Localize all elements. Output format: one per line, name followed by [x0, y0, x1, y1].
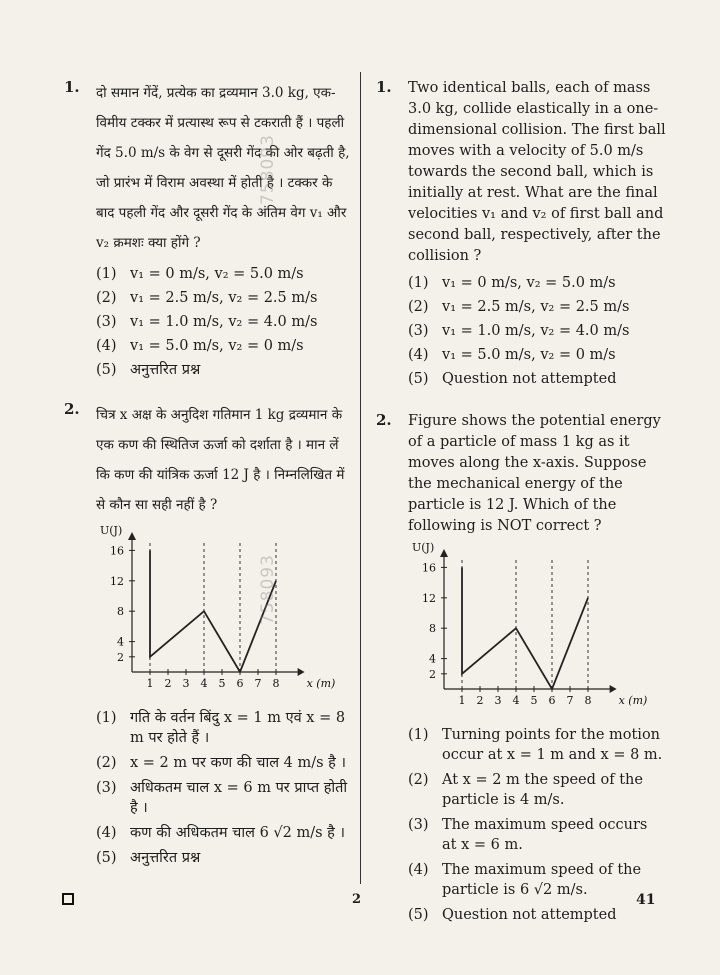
page-number-center: 2	[352, 892, 362, 907]
potential-energy-graph-english	[408, 539, 648, 721]
x-tick-label: 6	[236, 677, 244, 690]
y-tick-label: 16	[110, 544, 124, 558]
y-tick-label: 2	[117, 650, 124, 664]
question-2-hindi	[64, 400, 354, 868]
y-tick-label: 2	[429, 667, 436, 681]
serial-watermark: 758093	[258, 554, 278, 625]
corner-square-mark	[62, 893, 74, 905]
option-3: (3) अधिकतम चाल x = 6 m पर प्राप्त होती है ।	[96, 780, 348, 816]
question-number: 1.	[64, 78, 80, 96]
option-5: (5) Question not attempted	[408, 371, 617, 387]
y-axis-arrow	[440, 549, 448, 557]
y-axis-arrow	[128, 532, 136, 540]
y-axis-label: U(J)	[100, 524, 123, 537]
potential-energy-graph-hindi	[96, 522, 336, 704]
x-tick-label: 5	[218, 677, 226, 690]
x-tick-label: 1	[458, 694, 466, 707]
option-2: (2) v₁ = 2.5 m/s, v₂ = 2.5 m/s	[408, 299, 630, 315]
question-text: चित्र x अक्ष के अनुदिश गतिमान 1 kg द्रव्यमान के एक कण की स्थितिज ऊर्जा को दर्शाता है । मान लें कि कण की यांत्रिक ऊर्जा 12 J है । निम्नलिखित में से कौन सा सही नहीं है ?	[96, 407, 345, 513]
serial-watermark: 758093	[258, 134, 278, 205]
question-text: दो समान गेंदें, प्रत्येक का द्रव्यमान 3.0 kg, एक-विमीय टक्कर में प्रत्यास्थ रूप से टकराती हैं । पहली गेंद 5.0 m/s के वेग से दूसरी गेंद की ओर बढ़ती है, जो प्रारंभ में विराम अवस्था में होती है । टक्कर के बाद पहली गेंद और दूसरी गेंद के अंतिम वेग v₁ और v₂ क्रमशः क्या होंगे ?	[96, 85, 350, 251]
option-1: (1) v₁ = 0 m/s, v₂ = 5.0 m/s	[96, 266, 304, 282]
x-tick-label: 2	[476, 694, 484, 707]
x-tick-label: 3	[494, 694, 502, 707]
question-text: Two identical balls, each of mass 3.0 kg, collide elastically in a one-dimensional collision. The first ball moves with a velocity of 5.0 m/s towards the second ball, which is initially at rest. What are the final velocities v₁ and v₂ of first ball and second ball, respectively, after the collision ?	[408, 80, 666, 264]
hindi-column	[64, 78, 354, 873]
question-2-english	[376, 411, 666, 925]
option-3: (3) v₁ = 1.0 m/s, v₂ = 4.0 m/s	[96, 314, 318, 330]
question-1-english	[376, 78, 666, 391]
x-tick-label: 6	[548, 694, 556, 707]
options-list	[96, 708, 354, 868]
x-tick-label: 5	[530, 694, 538, 707]
y-tick-label: 8	[429, 622, 436, 636]
option-5: (5) Question not attempted	[408, 907, 617, 923]
x-tick-label: 7	[566, 694, 574, 707]
x-tick-label: 7	[254, 677, 262, 690]
x-tick-label: 4	[512, 694, 520, 707]
english-column	[376, 78, 666, 930]
x-tick-label: 3	[182, 677, 190, 690]
potential-energy-curve	[462, 567, 588, 689]
x-tick-label: 8	[272, 677, 280, 690]
x-tick-label: 4	[200, 677, 208, 690]
option-2: (2) v₁ = 2.5 m/s, v₂ = 2.5 m/s	[96, 290, 318, 306]
option-1: (1) v₁ = 0 m/s, v₂ = 5.0 m/s	[408, 275, 616, 291]
question-1-hindi	[64, 78, 354, 382]
question-number: 2.	[376, 411, 392, 429]
option-4: (4) कण की अधिकतम चाल 6 √2 m/s है ।	[96, 825, 345, 841]
y-tick-label: 4	[429, 652, 436, 666]
option-4: (4) The maximum speed of the particle is 6 √2 m/s.	[408, 862, 642, 898]
options-list	[408, 271, 666, 391]
y-tick-label: 12	[110, 574, 124, 588]
x-axis-label: x (m)	[306, 677, 336, 690]
option-4: (4) v₁ = 5.0 m/s, v₂ = 0 m/s	[408, 347, 616, 363]
option-5: (5) अनुत्तरित प्रश्न	[96, 362, 201, 378]
y-axis-label: U(J)	[412, 541, 435, 554]
x-tick-label: 2	[164, 677, 172, 690]
y-tick-label: 12	[422, 591, 436, 605]
option-2: (2) x = 2 m पर कण की चाल 4 m/s है ।	[96, 755, 346, 771]
y-tick-label: 8	[117, 605, 124, 619]
option-3: (3) v₁ = 1.0 m/s, v₂ = 4.0 m/s	[408, 323, 630, 339]
option-3: (3) The maximum speed occurs at x = 6 m.	[408, 817, 648, 853]
option-2: (2) At x = 2 m the speed of the particle is 4 m/s.	[408, 772, 643, 808]
page-number-right: 41	[636, 892, 656, 908]
x-axis-arrow	[610, 685, 617, 693]
question-number: 2.	[64, 400, 80, 418]
options-list	[408, 725, 666, 925]
option-4: (4) v₁ = 5.0 m/s, v₂ = 0 m/s	[96, 338, 304, 354]
x-tick-label: 8	[584, 694, 592, 707]
y-tick-label: 4	[117, 635, 124, 649]
question-number: 1.	[376, 78, 392, 96]
y-tick-label: 16	[422, 561, 436, 575]
x-tick-label: 1	[146, 677, 154, 690]
option-5: (5) अनुत्तरित प्रश्न	[96, 850, 201, 866]
x-axis-label: x (m)	[618, 694, 648, 707]
x-axis-arrow	[298, 668, 305, 676]
option-1: (1) गति के वर्तन बिंदु x = 1 m एवं x = 8 m पर होते हैं ।	[96, 710, 346, 746]
column-divider	[360, 72, 361, 884]
option-1: (1) Turning points for the motion occur at x = 1 m and x = 8 m.	[408, 727, 663, 763]
options-list	[96, 262, 354, 382]
question-text: Figure shows the potential energy of a particle of mass 1 kg as it moves along the x-axis. Suppose the mechanical energy of the particle is 12 J. Which of the following is NOT correct ?	[408, 413, 661, 534]
